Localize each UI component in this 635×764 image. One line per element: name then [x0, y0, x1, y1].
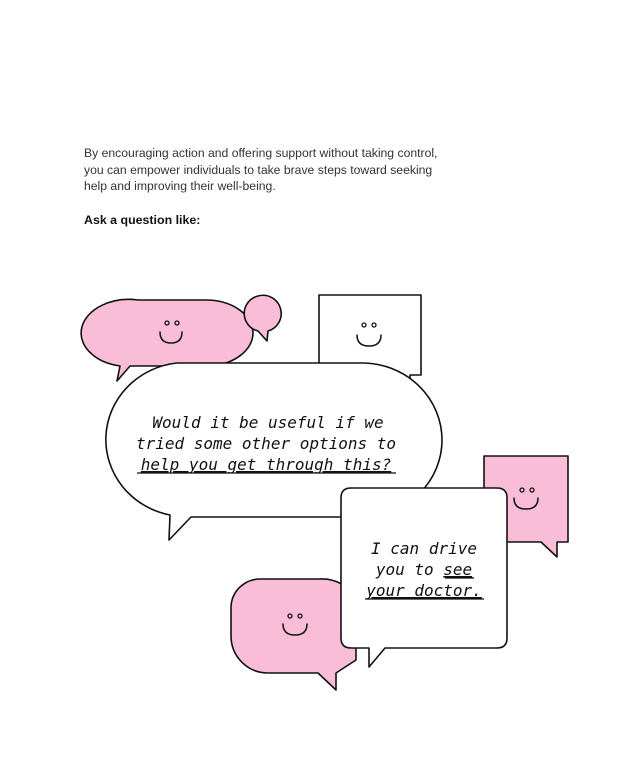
secondary-quote-line-3: your doctor.	[366, 581, 482, 600]
main-quote-line-1: Would it be useful if we	[152, 413, 384, 432]
secondary-quote-line-2	[375, 560, 472, 579]
secondary-quote-line-1: I can drive	[371, 539, 477, 558]
secondary-quote-line-2-link: see	[443, 560, 473, 579]
intro-paragraph: By encouraging action and offering support without taking control, you can empower individuals to take brave steps toward seeking help and improving their well-being.	[84, 146, 438, 193]
main-quote-line-2: tried some other options to	[135, 434, 397, 453]
prompt-heading: Ask a question like:	[84, 213, 201, 227]
main-quote-line-3: help you get through this?	[140, 455, 392, 474]
secondary-quote-line-2-plain: you to	[375, 560, 444, 579]
